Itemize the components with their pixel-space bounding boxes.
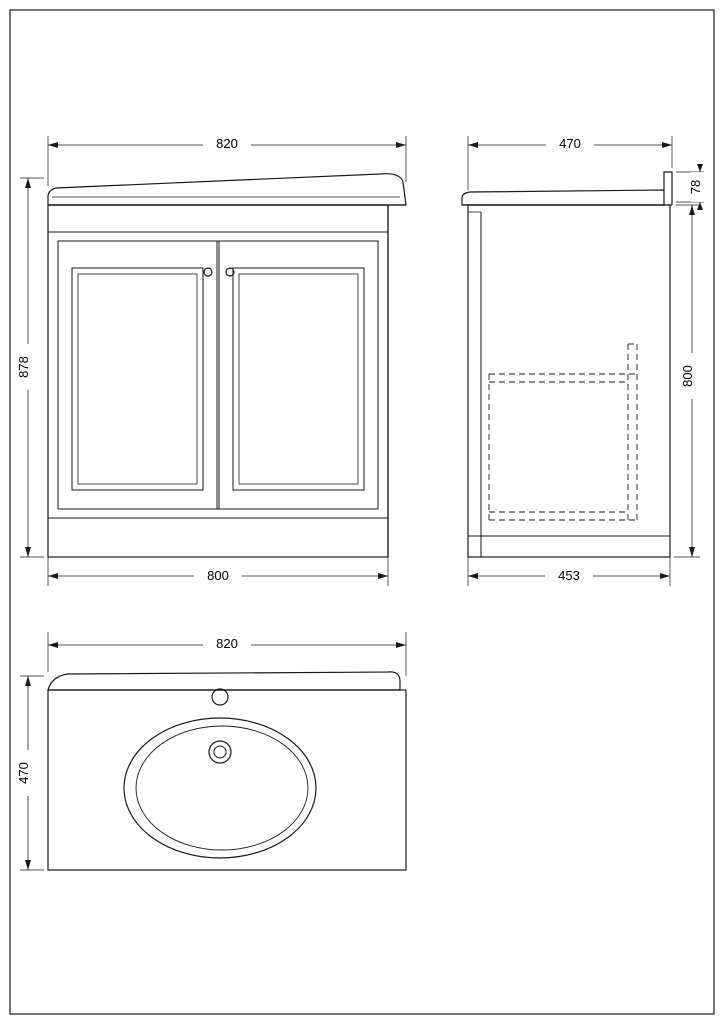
cabinet-body-outline <box>48 205 388 557</box>
right-door <box>219 241 378 509</box>
dimension-label-side-height: 800 <box>680 365 695 387</box>
arrow-head <box>660 573 670 579</box>
dimension-label-side-depth-top: 470 <box>559 136 581 151</box>
dimension-label-front-height: 878 <box>16 356 31 378</box>
plan-slab-outline <box>48 690 406 870</box>
dimension-front-width-bottom <box>48 557 388 586</box>
right-door-panel-inner <box>239 274 358 484</box>
arrow-head <box>25 547 31 557</box>
side-countertop-profile <box>462 190 664 205</box>
dimension-label-side-depth-bottom: 453 <box>558 568 580 583</box>
arrow-head <box>468 142 478 148</box>
dimension-plan-width <box>48 632 406 676</box>
dimension-front-width-top <box>48 134 406 186</box>
arrow-head <box>48 573 58 579</box>
dimension-front-height <box>16 178 44 557</box>
front-elevation-view <box>16 134 406 586</box>
top-plan-view <box>16 632 406 870</box>
hidden-internals <box>489 344 637 520</box>
side-elevation-view <box>462 134 709 586</box>
countertop-profile <box>48 174 406 205</box>
arrow-head <box>48 642 58 648</box>
dimension-side-lip <box>676 164 709 210</box>
left-door <box>58 241 217 509</box>
basin-bowl-inner <box>136 726 308 850</box>
arrow-head <box>25 178 31 188</box>
arrow-head <box>697 164 703 172</box>
arrow-head <box>48 142 58 148</box>
arrow-head <box>689 205 695 215</box>
dimension-label-front-width-top: 820 <box>216 136 238 151</box>
right-door-panel-outer <box>233 268 364 490</box>
arrow-head <box>25 676 31 686</box>
arrow-head <box>396 642 406 648</box>
dimension-side-depth-bottom <box>468 557 670 586</box>
waste-outlet-inner <box>214 746 226 758</box>
left-door-panel-inner <box>78 274 197 484</box>
arrow-head <box>689 547 695 557</box>
side-carcase-outline <box>468 205 670 557</box>
sheet-border <box>10 10 714 1014</box>
arrow-head <box>25 860 31 870</box>
left-door-knob <box>204 268 212 276</box>
dimension-plan-depth <box>16 676 44 870</box>
plan-back-lip <box>48 672 400 690</box>
dimension-label-front-width-bottom: 800 <box>207 568 229 583</box>
basin-bowl-outer <box>124 718 316 858</box>
dimension-label-side-lip: 78 <box>688 179 703 195</box>
arrow-head <box>662 142 672 148</box>
dimension-label-plan-depth: 470 <box>16 762 31 784</box>
waste-outlet-outer <box>209 741 231 763</box>
arrow-head <box>468 573 478 579</box>
arrow-head <box>697 202 703 210</box>
dimension-label-plan-width: 820 <box>216 636 238 651</box>
arrow-head <box>378 573 388 579</box>
dimension-side-height <box>674 205 701 557</box>
tap-hole <box>212 689 228 705</box>
left-door-panel-outer <box>72 268 203 490</box>
dimension-side-depth-top <box>468 134 672 190</box>
splashback-lip <box>664 172 672 205</box>
arrow-head <box>396 142 406 148</box>
